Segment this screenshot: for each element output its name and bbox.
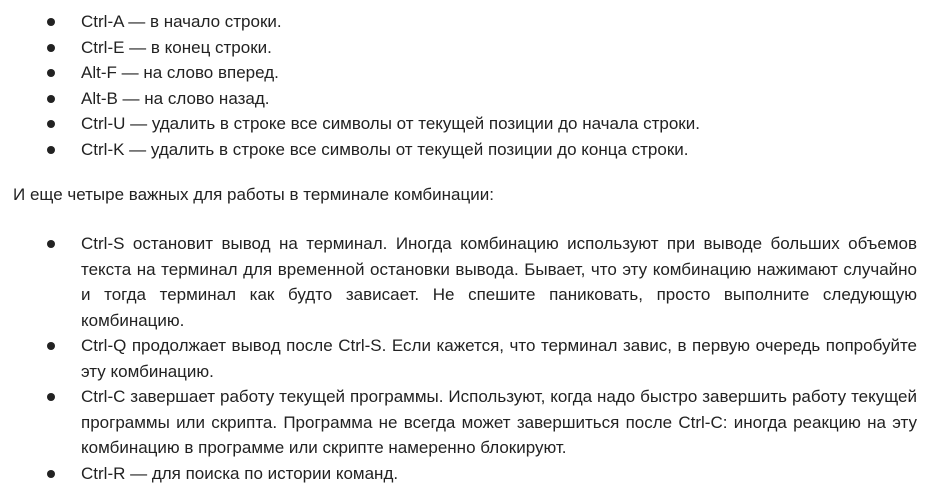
list-item	[0, 60, 948, 86]
list-item	[0, 9, 948, 35]
bullet-icon	[47, 146, 55, 154]
list-item-text: Ctrl-Q продолжает вывод после Ctrl-S. Если кажется, что терминал завис, в первую очередь попробуйте эту комбинацию.	[81, 336, 917, 381]
bullet-icon	[47, 120, 55, 128]
bullet-icon	[47, 95, 55, 103]
list-item	[0, 137, 948, 163]
list-item-text: Ctrl-C завершает работу текущей программы. Используют, когда надо быстро завершить работу текущей программы или скрипта. Программа не всегда может завершиться после Ctrl-C: иногда реакцию на эту комбинацию в программе или скрипте намеренно блокируют.	[81, 387, 917, 457]
list-item	[0, 35, 948, 61]
shortcuts-list	[0, 9, 948, 162]
bullet-icon	[47, 69, 55, 77]
list-item-text: Ctrl-U — удалить в строке все символы от текущей позиции до начала строки.	[81, 114, 700, 133]
list-item-text: Ctrl-S остановит вывод на терминал. Иногда комбинацию используют при выводе больших объемов текста на терминал для временной остановки вывода. Бывает, что эту комбинацию нажимают случайно и тогда терминал как будто зависает. Не спешите паниковать, просто выполните следующую комбинацию.	[81, 234, 917, 330]
bullet-icon	[47, 393, 55, 401]
list-item	[0, 461, 948, 486]
list-item-text: Ctrl-K — удалить в строке все символы от текущей позиции до конца строки.	[81, 139, 689, 159]
list-item	[0, 111, 948, 137]
bullet-icon	[47, 18, 55, 26]
list-item	[0, 86, 948, 112]
list-item	[0, 333, 948, 384]
bullet-icon	[47, 342, 55, 350]
list-item-text: Ctrl-A — в начало строки.	[81, 12, 282, 31]
intro-paragraph: И еще четыре важных для работы в терминале комбинации:	[13, 185, 494, 204]
list-item	[0, 231, 948, 333]
bullet-icon	[47, 470, 55, 478]
list-item-text: Alt-F — на слово вперед.	[81, 63, 279, 82]
bullet-icon	[47, 240, 55, 248]
list-item-text: Alt-B — на слово назад.	[81, 88, 270, 108]
bullet-icon	[47, 44, 55, 52]
list-item	[0, 384, 948, 461]
list-item-text: Ctrl-E — в конец строки.	[81, 37, 272, 57]
important-shortcuts-list	[0, 231, 948, 486]
list-item-text: Ctrl-R — для поиска по истории команд.	[81, 463, 399, 483]
